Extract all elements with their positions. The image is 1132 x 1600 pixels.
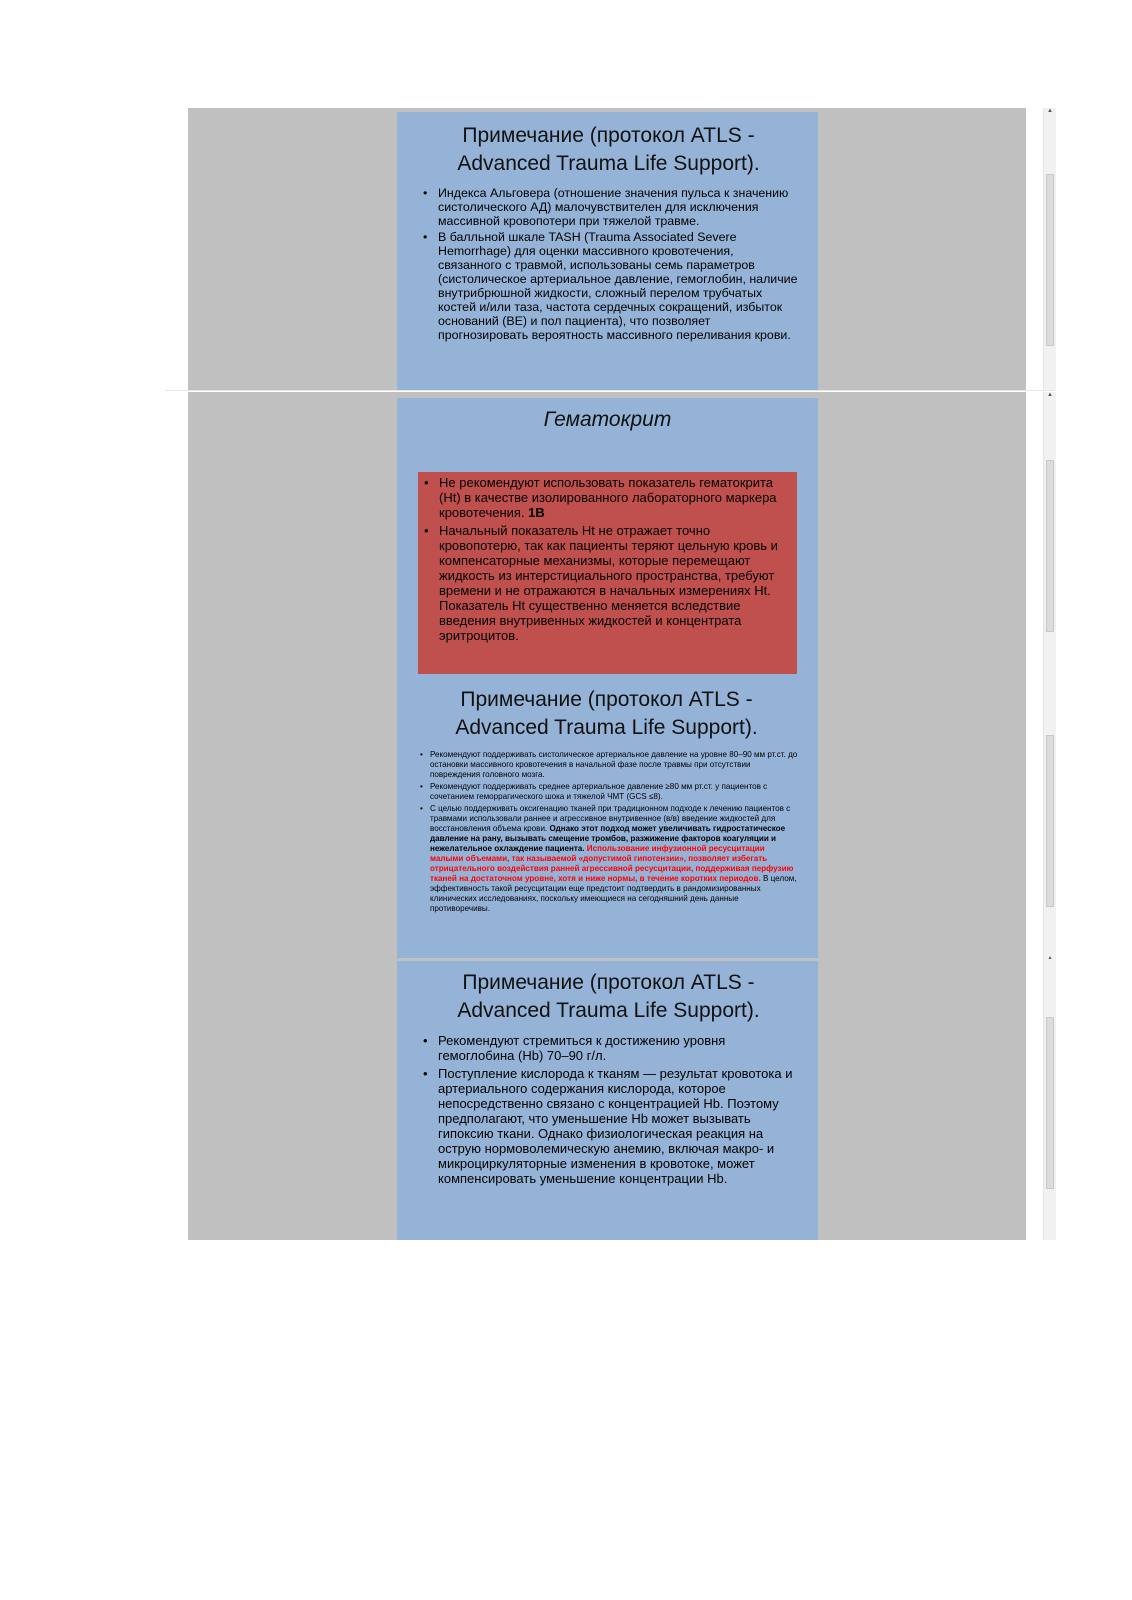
scrollbar-thumb[interactable] xyxy=(1046,1017,1054,1189)
list-item: • Индекса Альговера (отношение значения пульса к значению систолического АД) малочувствителен для исключения массивной кровопотери при тяжелой травме. xyxy=(417,186,800,228)
title-line-1: Примечание (протокол ATLS - xyxy=(462,124,755,147)
list-item: • Начальный показатель Ht не отражает точно кровопотерю, так как пациенты теряют цельную кровь и компенсаторные механизмы, которые перемещают жидкость из интерстициального пространства, требуют времени и не отражаются в начальных измерениях Ht. Показатель Ht существенно меняется вследствие введения внутривенных жидкостей и концентрата эритроцитов. xyxy=(418,523,793,643)
slide-title xyxy=(417,969,800,1025)
scrollbar-1[interactable] xyxy=(1043,108,1056,390)
list-item: • Рекомендуют поддерживать систолическое артериальное давление на уровне 80–90 мм рт.ст. до остановки массивного кровотечения в начальной фазе после травмы при отсутствии повреждения головного мозга. xyxy=(415,750,798,780)
title-text: Гематокрит xyxy=(543,408,672,431)
slide-hematocrit xyxy=(397,398,818,678)
title-line-2: Advanced Trauma Life Support). xyxy=(457,999,760,1022)
bullet-bold-text: Однако этот подход может увеличивать гидростатическое давление на рану, вызывать смещение тромбов, разжижение факторов коагуляции и нежелательное охлаждение пациента. xyxy=(430,824,786,853)
scrollbar-thumb[interactable] xyxy=(1046,460,1054,632)
slide-atls-algover xyxy=(397,112,818,390)
scroll-up-arrow-icon[interactable]: ▲ xyxy=(1047,108,1053,114)
bullet-text: С целью поддерживать оксигенацию тканей при традиционном подходе к лечению пациентов с травмами использовали раннее и агрессивное внутривенное (в/в) введение жидкостей для восстановления объема крови. xyxy=(430,804,791,833)
scrollbar-thumb[interactable] xyxy=(1046,735,1054,907)
list-item: • В балльной шкале TASH (Trauma Associated Severe Hemorrhage) для оценки массивного кровотечения, связанного с травмой, использованы семь параметров (систолическое артериальное давление, гемоглобин, наличие внутрибрюшной жидкости, сложный перелом трубчатых костей и/или таза, частота сердечных сокращений, избыток оснований (BE) и пол пациента), что позволяет прогнозировать вероятность массивного переливания крови. xyxy=(417,230,800,342)
bullet-list xyxy=(417,186,800,342)
list-item: • Поступление кислорода к тканям — результат кровотока и артериального содержания кислорода, которое непосредственно связано с концентрацией Hb. Поэтому предполагают, что уменьшение Hb может вызывать гипоксию ткани. Однако физиологическая реакция на острую нормоволемическую анемию, включая макро- и микроциркуляторные изменения в кровотоке, может компенсировать уменьшение концентрации Hb. xyxy=(417,1066,800,1186)
evidence-grade: 1B xyxy=(528,505,545,520)
scrollbar-2[interactable] xyxy=(1043,392,1056,1240)
bullet-list xyxy=(415,750,798,914)
list-item: • Рекомендуют стремиться к достижению уровня гемоглобина (Hb) 70–90 г/л. xyxy=(417,1033,800,1063)
slide-title xyxy=(415,686,798,742)
title-line-2: Advanced Trauma Life Support). xyxy=(457,152,760,175)
slide-atls-hemoglobin xyxy=(397,961,818,1240)
slide-title xyxy=(417,122,800,178)
page-divider xyxy=(165,390,1055,391)
slide-title xyxy=(397,398,818,434)
slide-atls-pressure xyxy=(397,678,818,958)
list-item: • Рекомендуют поддерживать среднее артериальное давление ≥80 мм рт.ст. у пациентов с сочетанием геморрагического шока и тяжелой ЧМТ (GCS ≤8). xyxy=(415,782,798,802)
scroll-up-arrow-icon[interactable]: ▲ xyxy=(1047,392,1053,398)
bullet-list xyxy=(418,475,793,643)
title-line-2: Advanced Trauma Life Support). xyxy=(455,716,758,739)
title-line-1: Примечание (протокол ATLS - xyxy=(462,971,755,994)
bullet-text: Не рекомендуют использовать показатель гематокрита (Ht) в качестве изолированного лабораторного маркера кровотечения. xyxy=(439,475,777,520)
title-line-1: Примечание (протокол ATLS - xyxy=(460,688,753,711)
list-item xyxy=(415,804,798,914)
scroll-up-arrow-icon[interactable]: ▴ xyxy=(1048,955,1052,961)
highlight-box xyxy=(418,472,797,674)
bullet-list xyxy=(417,1033,800,1186)
bullet-tail-text: В целом, эффективность такой ресусцитации еще предстоит подтвердить в рандомизированных клинических исследованиях, поскольку имеющиеся на сегодняшний день данные противоречивы. xyxy=(430,874,797,913)
list-item xyxy=(418,475,793,520)
bullet-red-text: Использование инфузионной ресусцитации малыми объемами, так называемой «допустимой гипотензии», позволяет избегать отрицательного воздействия ранней агрессивной ресусцитации, поддерживая перфузию тканей на достаточном уровне, хотя и ниже нормы, в течение коротких периодов. xyxy=(430,844,794,883)
scrollbar-thumb[interactable] xyxy=(1046,174,1054,346)
